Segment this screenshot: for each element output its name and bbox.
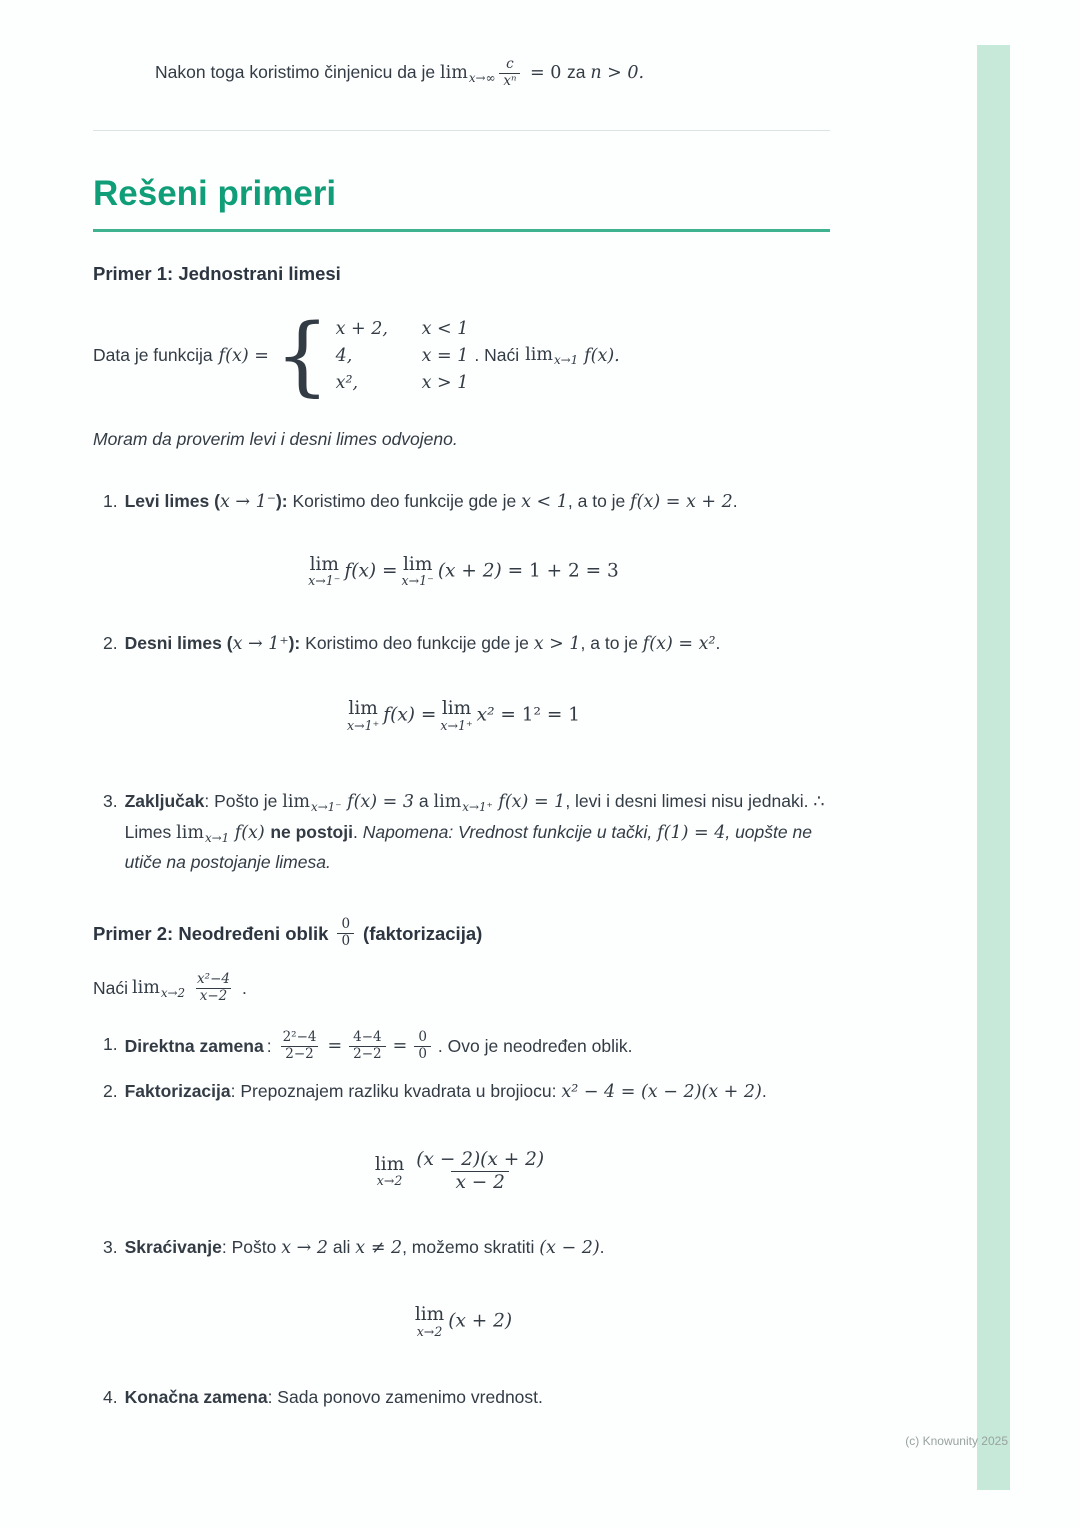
list-item-4 xyxy=(93,1383,830,1412)
fraction-denominator: 0 xyxy=(337,933,354,950)
document-content xyxy=(93,0,830,1412)
math-text: x > 1 xyxy=(533,634,581,655)
lim-subscript: x→1⁺ xyxy=(440,717,473,733)
case-value: x², xyxy=(335,372,359,393)
list-number: 1. xyxy=(103,490,118,511)
lim-subscript: x→1⁺ xyxy=(462,800,493,814)
fraction-denominator: xⁿ xyxy=(499,73,520,90)
bold-label: ): xyxy=(288,633,306,654)
math-text: x → 1⁻ xyxy=(219,491,276,512)
example1-heading: Primer 1: Jednostrani limesi xyxy=(93,262,341,284)
lim-subscript: x→1⁺ xyxy=(346,717,380,733)
math-lim-inline xyxy=(176,823,229,843)
math-text: f(x). xyxy=(584,345,620,366)
body-text: . xyxy=(352,821,363,842)
intro-text: Nakon toga koristimo činjenicu da je xyxy=(155,62,441,83)
lim-subscript: x→2 xyxy=(416,1323,443,1339)
math-text: f(x) = xyxy=(383,704,437,726)
lim-stacked xyxy=(402,555,434,588)
body-text: a xyxy=(414,790,434,811)
math-lim-inline xyxy=(525,345,578,367)
math-text: f(x) = xyxy=(344,560,398,582)
lim-subscript: x→1⁻ xyxy=(311,800,342,814)
fraction-denominator: x−2 xyxy=(196,988,232,1005)
case-condition: x > 1 xyxy=(421,372,469,393)
math-text: (x + 2) xyxy=(437,560,502,582)
fraction-numerator: 0 xyxy=(341,916,351,933)
lim-subscript: x→2 xyxy=(376,1173,403,1189)
body-text: Naći xyxy=(93,978,129,999)
body-text: : xyxy=(266,1035,272,1056)
heading-text: (faktorizacija) xyxy=(363,922,483,944)
case-value: 4, xyxy=(335,345,353,366)
page-title: Rešeni primeri xyxy=(93,173,337,213)
body-text: . xyxy=(599,1237,605,1258)
math-text: = 1 + 2 = 3 xyxy=(501,560,619,582)
bold-label: Zaključak xyxy=(124,790,205,811)
problem-statement xyxy=(93,972,830,1005)
fraction-x2-4-over-x-2 xyxy=(193,972,234,1005)
body-text: . xyxy=(715,633,721,654)
fraction-denominator: 0 xyxy=(414,1046,431,1063)
list-number: 3. xyxy=(103,790,118,811)
math-text: x² − 4 = (x − 2)(x + 2) xyxy=(561,1081,762,1102)
lim-stacked xyxy=(308,555,340,588)
fraction-numerator: 2²−4 xyxy=(282,1029,317,1045)
math-text: x² xyxy=(476,704,495,726)
case-rows xyxy=(336,319,469,393)
fraction-numerator: x²−4 xyxy=(197,971,230,988)
fraction-numerator: c xyxy=(506,56,514,72)
math-text: f(x) = x² xyxy=(642,634,716,655)
fraction-numerator: 4−4 xyxy=(353,1029,382,1045)
case-row xyxy=(336,346,469,366)
body-text: . xyxy=(732,490,738,511)
bold-label: Desni limes ( xyxy=(124,633,233,654)
math-text: (x − 2) xyxy=(539,1238,600,1259)
fraction-substitution-3 xyxy=(414,1030,431,1063)
bold-label: Skraćivanje xyxy=(124,1237,222,1258)
body-text: Koristimo deo funkcije gde je xyxy=(292,490,522,511)
lim-operator: lim xyxy=(282,791,311,812)
display-equation-right-limit xyxy=(93,699,830,732)
definition-text: . Naći xyxy=(474,345,520,366)
heading-text: Primer 2: Neodređeni oblik xyxy=(93,922,329,944)
definition-text: Data je funkcija xyxy=(93,345,213,366)
math-text: (x + 2) xyxy=(448,1310,513,1332)
math-text: = 1² = 1 xyxy=(494,704,580,726)
math-lim-inline xyxy=(434,792,493,812)
fraction-numerator: (x − 2)(x + 2) xyxy=(416,1148,545,1170)
list-item-body xyxy=(125,1383,830,1412)
list-item-3 xyxy=(93,1233,830,1263)
title-underline xyxy=(93,229,830,232)
body-text: . Ovo je neodređen oblik. xyxy=(437,1035,633,1056)
lim-operator: lim xyxy=(348,698,378,720)
list-item-body xyxy=(125,787,830,877)
list-item-body xyxy=(125,1233,830,1263)
intro-paragraph xyxy=(155,57,830,90)
list-item-2 xyxy=(93,1077,830,1107)
lim-operator: lim xyxy=(440,63,468,84)
math-text: x → 1⁺ xyxy=(232,634,289,655)
lim-operator: lim xyxy=(374,1153,405,1175)
fraction-denominator: 2−2 xyxy=(281,1046,318,1063)
body-text: . xyxy=(761,1080,767,1101)
body-text: : Sada ponovo zamenimo vrednost. xyxy=(267,1386,543,1407)
fraction-denominator: x − 2 xyxy=(451,1171,508,1194)
body-text: : Prepoznajem razliku kvadrata u brojiocu: xyxy=(230,1080,562,1101)
display-equation-simplified xyxy=(93,1305,830,1338)
list-item-2 xyxy=(93,629,830,659)
bold-label: Konačna zamena xyxy=(124,1386,268,1407)
body-text: . xyxy=(241,978,247,999)
list-number: 3. xyxy=(103,1237,118,1258)
math-fx-equals: f(x) = xyxy=(218,345,269,366)
italic-remark: Napomena: Vrednost funkcije u tački, xyxy=(362,821,658,842)
bold-label: Faktorizacija xyxy=(124,1080,231,1101)
fraction-denominator: 2−2 xyxy=(349,1046,386,1063)
piecewise-cases xyxy=(274,305,469,406)
list-number: 2. xyxy=(103,1080,118,1101)
display-equation-factored xyxy=(93,1149,830,1194)
math-text: = xyxy=(327,1035,343,1056)
lim-operator: lim xyxy=(525,344,553,365)
list-number: 1. xyxy=(103,1034,118,1054)
math-text: f(1) = 4 xyxy=(657,822,726,843)
math-text: = 0 xyxy=(524,63,567,84)
lim-subscript: x→1 xyxy=(553,352,579,367)
page-edge-stripe xyxy=(977,45,1010,1490)
list-item-body xyxy=(125,487,830,517)
math-lim-inline xyxy=(282,792,341,812)
case-row xyxy=(336,319,469,339)
lim-stacked xyxy=(347,699,379,732)
math-text: f(x) = x + 2 xyxy=(630,491,733,512)
bold-label: Levi limes ( xyxy=(124,490,220,511)
lim-operator: lim xyxy=(132,977,160,998)
case-value: x + 2, xyxy=(335,318,388,339)
lim-subscript: x→∞ xyxy=(468,71,496,86)
copyright-notice: (c) Knowunity 2025 xyxy=(905,1434,1008,1448)
piecewise-definition xyxy=(93,305,830,406)
lim-stacked xyxy=(375,1155,404,1188)
fraction-zero-over-zero xyxy=(337,917,354,950)
lim-subscript: x→1⁻ xyxy=(401,573,434,589)
body-text: , a to je xyxy=(567,490,631,511)
fraction-substitution-2 xyxy=(349,1030,386,1063)
math-text: x ≠ 2 xyxy=(355,1238,403,1259)
display-equation-left-limit xyxy=(93,555,830,588)
body-text: Koristimo deo funkcije gde je xyxy=(305,633,534,654)
lim-stacked xyxy=(440,699,472,732)
list-item-3 xyxy=(93,787,830,877)
section-divider xyxy=(93,130,830,131)
lim-operator: lim xyxy=(309,553,339,575)
list-item-body xyxy=(125,629,830,659)
bold-label: ): xyxy=(275,490,293,511)
italic-note: Moram da proverim levi i desni limes odvojeno. xyxy=(93,428,458,449)
list-item-body xyxy=(125,1077,830,1107)
example2-heading xyxy=(93,917,830,950)
fraction-factored xyxy=(412,1149,548,1194)
bold-label: ne postoji xyxy=(270,821,353,842)
list-item-1 xyxy=(93,1030,830,1063)
fraction-c-over-xn xyxy=(499,57,520,90)
italic-remark: , uopšte ne utiče na postojanje limesa. xyxy=(124,821,812,873)
math-text: x < 1 xyxy=(521,491,568,512)
lim-operator: lim xyxy=(414,1304,445,1326)
lim-operator: lim xyxy=(441,698,472,720)
list-item-1 xyxy=(93,487,830,517)
lim-operator: lim xyxy=(433,791,462,812)
math-text: n > 0. xyxy=(590,63,645,84)
math-text: f(x) = 3 xyxy=(341,791,415,812)
lim-subscript: x→1 xyxy=(204,830,230,845)
math-text: x → 2 xyxy=(281,1238,329,1259)
body-text: : Pošto je xyxy=(204,790,283,811)
fraction-numerator: 0 xyxy=(418,1029,427,1045)
case-condition: x = 1 xyxy=(421,345,469,366)
math-text: f(x) xyxy=(229,822,271,843)
left-brace: { xyxy=(274,305,330,406)
lim-subscript: x→1⁻ xyxy=(308,573,341,589)
bold-label: Direktna zamena xyxy=(124,1035,264,1056)
lim-operator: lim xyxy=(402,553,433,575)
math-text: f(x) = 1 xyxy=(492,791,566,812)
body-text: : Pošto xyxy=(221,1237,282,1258)
math-lim-inline xyxy=(440,63,496,86)
case-condition: x < 1 xyxy=(421,318,469,339)
body-text: , a to je xyxy=(580,633,643,654)
list-number: 4. xyxy=(103,1386,118,1407)
case-row xyxy=(336,373,469,393)
lim-stacked xyxy=(415,1305,444,1338)
lim-operator: lim xyxy=(176,822,204,843)
body-text: ali xyxy=(328,1237,356,1258)
intro-text: za xyxy=(566,62,591,83)
lim-subscript: x→2 xyxy=(160,985,186,1000)
math-text: = xyxy=(392,1035,408,1056)
body-text: , možemo skratiti xyxy=(402,1237,540,1258)
list-item-body xyxy=(125,1030,830,1063)
math-lim-inline xyxy=(132,978,185,1000)
list-number: 2. xyxy=(103,633,118,654)
body-text: , levi i desni limesi nisu jednaki. ∴ Limes xyxy=(124,790,825,842)
fraction-substitution-1 xyxy=(279,1030,321,1063)
